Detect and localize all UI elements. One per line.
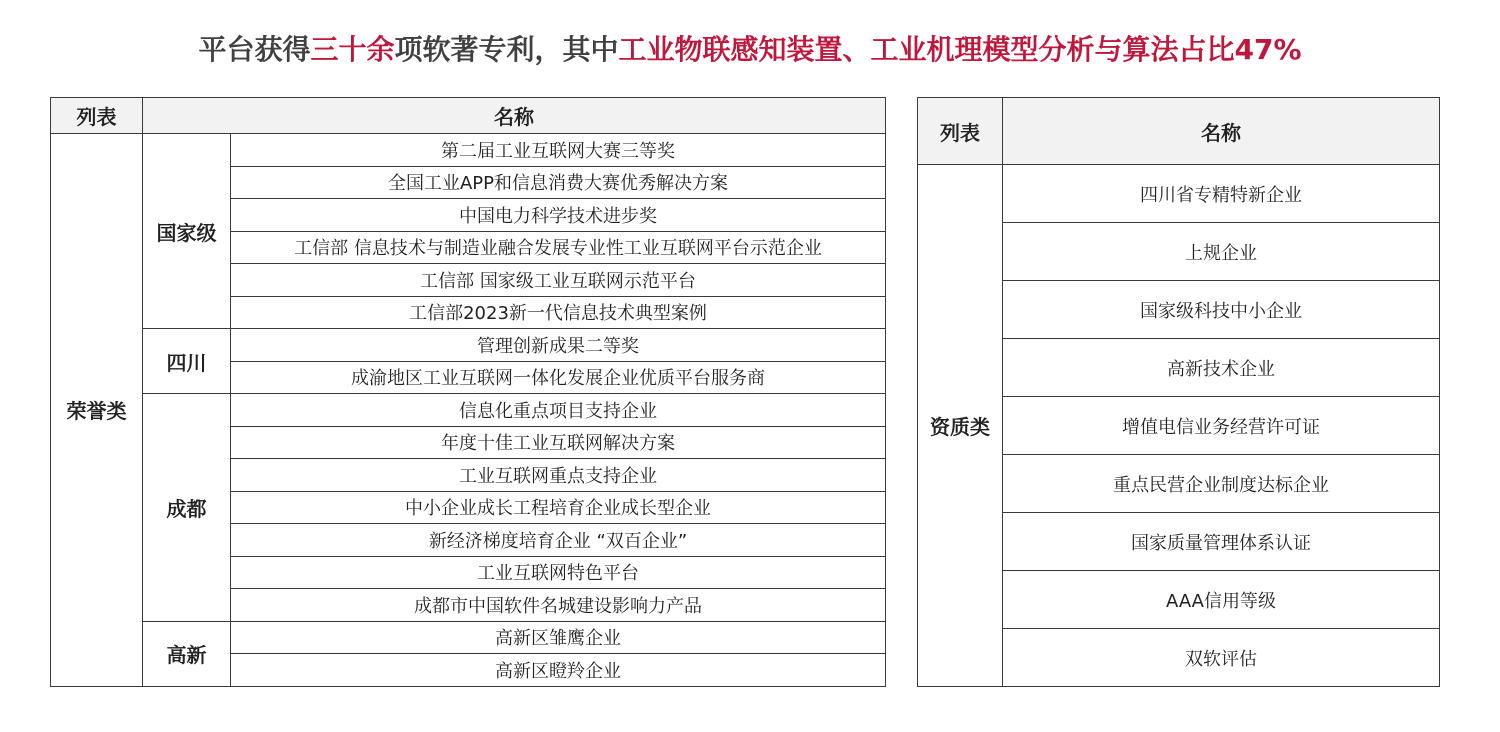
header-name: 名称	[143, 98, 886, 134]
table-row: 国家质量管理体系认证	[1003, 513, 1440, 571]
table-row: AAA信用等级	[1003, 571, 1440, 629]
group-national: 国家级	[143, 134, 231, 329]
table-row: 工信部 信息技术与制造业融合发展专业性工业互联网平台示范企业	[231, 231, 886, 264]
table-header-row	[51, 98, 886, 134]
table-row: 工业互联网重点支持企业	[231, 459, 886, 492]
table-row: 成都市中国软件名城建设影响力产品	[231, 589, 886, 622]
table-row: 四川省专精特新企业	[1003, 165, 1440, 223]
title-part-1: 平台获得	[198, 33, 311, 66]
group-sichuan: 四川	[143, 329, 231, 394]
table-row: 高新技术企业	[1003, 339, 1440, 397]
table-row: 成渝地区工业互联网一体化发展企业优质平台服务商	[231, 361, 886, 394]
table-row: 工信部 国家级工业互联网示范平台	[231, 264, 886, 297]
table-row: 重点民营企业制度达标企业	[1003, 455, 1440, 513]
table-row: 双软评估	[1003, 629, 1440, 687]
category-qualification: 资质类	[918, 165, 1003, 687]
table-row: 高新区瞪羚企业	[231, 654, 886, 687]
qualification-table	[917, 97, 1440, 687]
title-part-2: 项软著专利，其中	[394, 33, 619, 66]
header-list: 列表	[918, 98, 1003, 165]
table-row: 国家级科技中小企业	[1003, 281, 1440, 339]
table-row: 新经济梯度培育企业 “双百企业”	[231, 524, 886, 557]
category-honor: 荣誉类	[51, 134, 143, 687]
table-row: 全国工业APP和信息消费大赛优秀解决方案	[231, 166, 886, 199]
table-row: 工信部2023新一代信息技术典型案例	[231, 296, 886, 329]
title-highlight-1: 三十余	[310, 33, 395, 66]
table-row: 上规企业	[1003, 223, 1440, 281]
header-name: 名称	[1003, 98, 1440, 165]
group-hightech: 高新	[143, 621, 231, 686]
table-row: 增值电信业务经营许可证	[1003, 397, 1440, 455]
table-row: 管理创新成果二等奖	[231, 329, 886, 362]
group-chengdu: 成都	[143, 394, 231, 622]
table-header-row	[918, 98, 1440, 165]
table-row: 信息化重点项目支持企业	[231, 394, 886, 427]
table-row: 中国电力科学技术进步奖	[231, 199, 886, 232]
honor-table	[50, 97, 886, 687]
table-row: 年度十佳工业互联网解决方案	[231, 426, 886, 459]
table-row: 工业互联网特色平台	[231, 556, 886, 589]
page-title	[0, 30, 1500, 70]
table-row: 第二届工业互联网大赛三等奖	[231, 134, 886, 167]
table-row: 中小企业成长工程培育企业成长型企业	[231, 491, 886, 524]
title-highlight-2: 工业物联感知装置、工业机理模型分析与算法占比47%	[618, 33, 1302, 66]
header-list: 列表	[51, 98, 143, 134]
table-row: 高新区雏鹰企业	[231, 621, 886, 654]
